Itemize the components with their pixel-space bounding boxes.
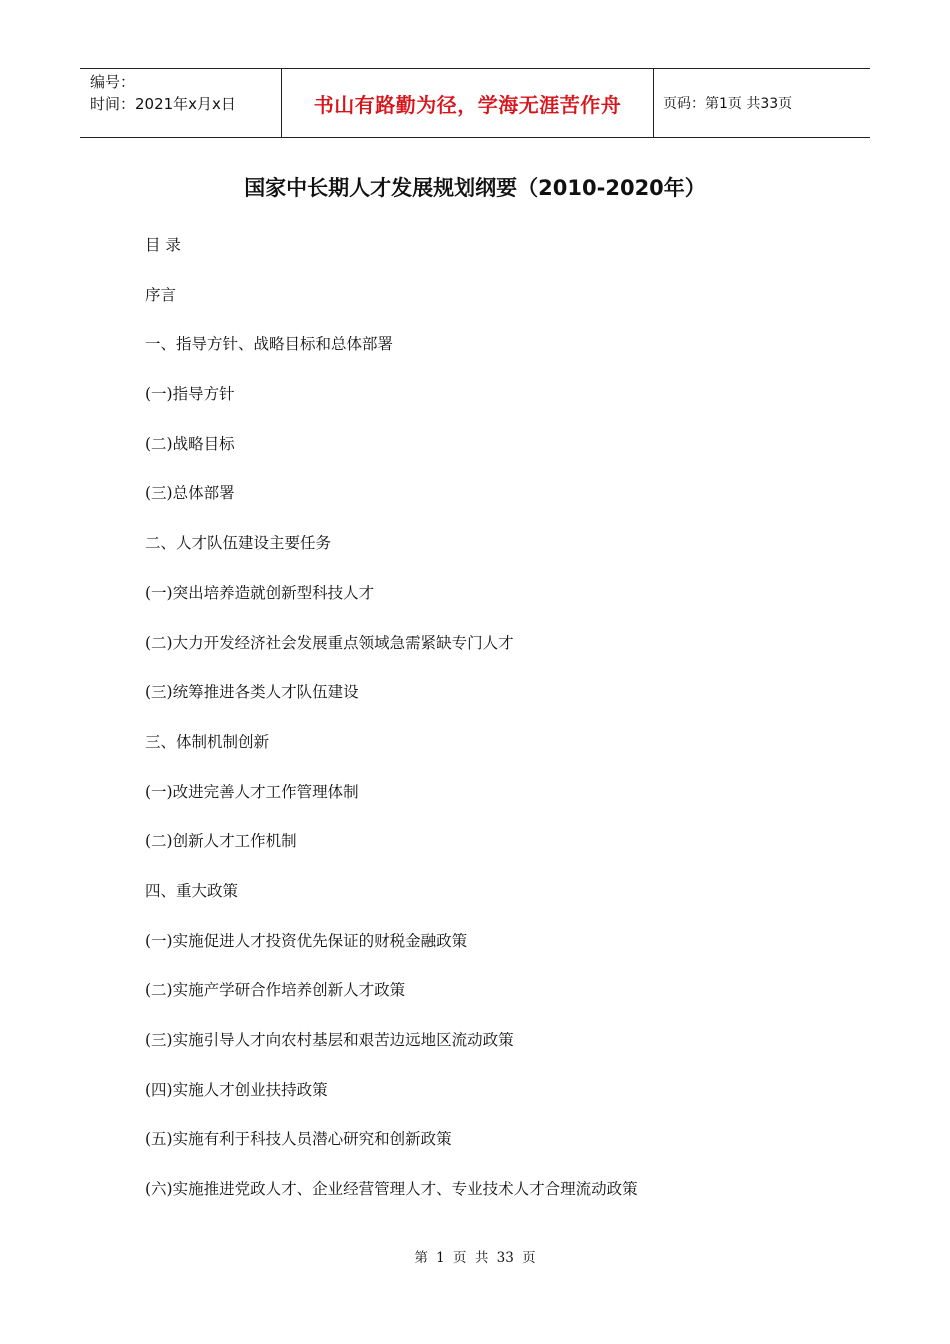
- toc-item: (一)突出培养造就创新型科技人才: [145, 583, 375, 602]
- toc-item: (一)实施促进人才投资优先保证的财税金融政策: [145, 931, 468, 950]
- toc-item: 二、人才队伍建设主要任务: [145, 534, 332, 553]
- toc-item: 四、重大政策: [145, 881, 239, 900]
- toc-item: (二)实施产学研合作培养创新人才政策: [145, 981, 406, 1000]
- number-label: 编号：: [90, 73, 136, 91]
- header-meta: [80, 69, 281, 137]
- toc-item: (二)战略目标: [145, 434, 235, 453]
- toc-item: (三)统筹推进各类人才队伍建设: [145, 683, 359, 702]
- header-motto-cell: [281, 69, 654, 137]
- toc-item: 一、指导方针、战略目标和总体部署: [145, 335, 394, 354]
- toc-item: (二)创新人才工作机制: [145, 832, 297, 851]
- page-footer: 第 1 页 共 33 页: [414, 1250, 536, 1266]
- table-of-contents: [145, 232, 638, 1226]
- toc-item: 序言: [145, 285, 177, 304]
- toc-item: 目 录: [145, 236, 181, 254]
- toc-item: (二)大力开发经济社会发展重点领域急需紧缺专门人才: [145, 633, 514, 652]
- toc-item: (一)指导方针: [145, 385, 235, 404]
- toc-item: (一)改进完善人才工作管理体制: [145, 782, 359, 801]
- toc-item: (四)实施人才创业扶持政策: [145, 1080, 328, 1099]
- header-page-cell: [654, 69, 870, 137]
- document-header: [80, 68, 870, 138]
- page-info: 页码：第1页 共33页: [663, 96, 793, 112]
- toc-item: (六)实施推进党政人才、企业经营管理人才、专业技术人才合理流动政策: [145, 1180, 638, 1199]
- toc-item: 三、体制机制创新: [145, 732, 270, 751]
- time-label: 时间：2021年x月x日: [90, 95, 236, 113]
- motto: 书山有路勤为径，学海无涯苦作舟: [313, 92, 622, 117]
- toc-item: (三)总体部署: [145, 484, 235, 503]
- toc-item: (五)实施有利于科技人员潜心研究和创新政策: [145, 1130, 452, 1149]
- document-title: 国家中长期人才发展规划纲要（2010-2020年）: [244, 176, 706, 200]
- toc-item: (三)实施引导人才向农村基层和艰苦边远地区流动政策: [145, 1031, 514, 1049]
